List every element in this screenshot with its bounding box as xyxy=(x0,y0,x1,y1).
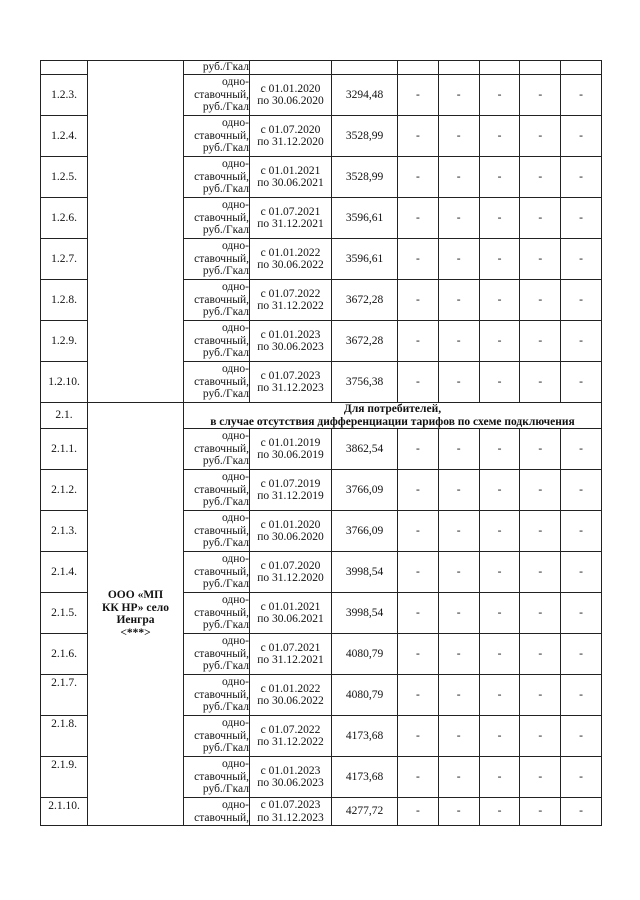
unit-cell: одно- ставочный, руб./Гкал xyxy=(184,470,250,511)
dash-cell: - xyxy=(479,280,520,321)
dash-cell xyxy=(438,61,479,75)
dash-cell: - xyxy=(520,116,561,157)
period-cell: с 01.01.2023 по 30.06.2023 xyxy=(250,321,332,362)
dash-cell: - xyxy=(520,798,561,826)
dash-cell: - xyxy=(398,321,439,362)
dash-cell: - xyxy=(438,757,479,798)
dash-cell: - xyxy=(520,757,561,798)
dash-cell: - xyxy=(520,511,561,552)
group-header xyxy=(184,403,602,429)
dash-cell: - xyxy=(520,429,561,470)
dash-cell: - xyxy=(398,511,439,552)
dash-cell: - xyxy=(520,716,561,757)
dash-cell: - xyxy=(438,157,479,198)
dash-cell: - xyxy=(561,716,602,757)
row-number: 2.1.2. xyxy=(41,470,88,511)
dash-cell: - xyxy=(438,321,479,362)
unit-cell: руб./Гкал xyxy=(184,61,250,75)
unit-cell: одно- ставочный, руб./Гкал xyxy=(184,321,250,362)
dash-cell: - xyxy=(520,675,561,716)
organization-cell-group1 xyxy=(88,61,184,403)
row-number: 2.1.9. xyxy=(41,757,88,798)
row-number: 1.2.5. xyxy=(41,157,88,198)
row-number: 2.1.3. xyxy=(41,511,88,552)
period-cell: с 01.01.2022 по 30.06.2022 xyxy=(250,675,332,716)
dash-cell: - xyxy=(479,675,520,716)
unit-cell: одно- ставочный, руб./Гкал xyxy=(184,429,250,470)
value-cell: 3596,61 xyxy=(332,198,398,239)
value-cell: 3528,99 xyxy=(332,157,398,198)
dash-cell xyxy=(398,61,439,75)
unit-cell: одно- ставочный, xyxy=(184,798,250,826)
unit-cell: одно- ставочный, руб./Гкал xyxy=(184,593,250,634)
dash-cell: - xyxy=(561,470,602,511)
dash-cell: - xyxy=(561,634,602,675)
dash-cell: - xyxy=(479,593,520,634)
unit-cell: одно- ставочный, руб./Гкал xyxy=(184,157,250,198)
period-cell: с 01.01.2021 по 30.06.2021 xyxy=(250,157,332,198)
unit-cell: одно- ставочный, руб./Гкал xyxy=(184,116,250,157)
dash-cell: - xyxy=(479,798,520,826)
period-cell: с 01.07.2019 по 31.12.2019 xyxy=(250,470,332,511)
dash-cell: - xyxy=(438,280,479,321)
row-number: 1.2.6. xyxy=(41,198,88,239)
dash-cell: - xyxy=(438,362,479,403)
period-cell: с 01.01.2020 по 30.06.2020 xyxy=(250,75,332,116)
period-cell: с 01.01.2022 по 30.06.2022 xyxy=(250,239,332,280)
dash-cell: - xyxy=(438,634,479,675)
row-number: 2.1.5. xyxy=(41,593,88,634)
dash-cell: - xyxy=(520,634,561,675)
dash-cell: - xyxy=(479,116,520,157)
group-header-line1: Для потребителей, xyxy=(343,403,442,415)
period-cell: с 01.07.2021 по 31.12.2021 xyxy=(250,634,332,675)
table-row-partial xyxy=(41,61,602,75)
row-number: 2.1.7. xyxy=(41,675,88,716)
dash-cell: - xyxy=(398,429,439,470)
dash-cell: - xyxy=(438,429,479,470)
value-cell: 3596,61 xyxy=(332,239,398,280)
period-cell: с 01.07.2022 по 31.12.2022 xyxy=(250,280,332,321)
organization-cell: ООО «МП КК НР» село Иенгра <***> xyxy=(88,403,184,826)
row-number: 1.2.7. xyxy=(41,239,88,280)
value-cell: 3998,54 xyxy=(332,552,398,593)
dash-cell: - xyxy=(520,75,561,116)
dash-cell: - xyxy=(438,116,479,157)
period-cell: с 01.01.2023 по 30.06.2023 xyxy=(250,757,332,798)
dash-cell: - xyxy=(561,757,602,798)
period-cell: с 01.07.2021 по 31.12.2021 xyxy=(250,198,332,239)
dash-cell: - xyxy=(479,157,520,198)
dash-cell: - xyxy=(479,511,520,552)
dash-cell: - xyxy=(479,757,520,798)
value-cell: 3756,38 xyxy=(332,362,398,403)
tariff-table xyxy=(40,60,602,826)
dash-cell: - xyxy=(479,198,520,239)
row-number: 2.1.6. xyxy=(41,634,88,675)
dash-cell: - xyxy=(398,552,439,593)
period-cell: с 01.01.2019 по 30.06.2019 xyxy=(250,429,332,470)
dash-cell: - xyxy=(561,75,602,116)
value-cell: 4277,72 xyxy=(332,798,398,826)
value-cell: 3528,99 xyxy=(332,116,398,157)
value-cell: 3766,09 xyxy=(332,511,398,552)
dash-cell: - xyxy=(561,321,602,362)
dash-cell xyxy=(520,61,561,75)
unit-cell: одно- ставочный, руб./Гкал xyxy=(184,280,250,321)
unit-cell: одно- ставочный, руб./Гкал xyxy=(184,239,250,280)
dash-cell: - xyxy=(520,593,561,634)
value-cell: 3672,28 xyxy=(332,321,398,362)
dash-cell: - xyxy=(520,362,561,403)
dash-cell: - xyxy=(479,470,520,511)
dash-cell: - xyxy=(398,116,439,157)
value-cell: 4080,79 xyxy=(332,675,398,716)
period-cell: с 01.07.2023 по 31.12.2023 xyxy=(250,362,332,403)
dash-cell: - xyxy=(438,716,479,757)
dash-cell: - xyxy=(438,675,479,716)
row-number: 1.2.8. xyxy=(41,280,88,321)
group-header-row xyxy=(41,403,602,429)
period-cell: с 01.07.2020 по 31.12.2020 xyxy=(250,552,332,593)
dash-cell: - xyxy=(479,716,520,757)
period-cell: с 01.07.2022 по 31.12.2022 xyxy=(250,716,332,757)
dash-cell: - xyxy=(438,75,479,116)
period-cell: с 01.01.2020 по 30.06.2020 xyxy=(250,511,332,552)
value-cell: 4080,79 xyxy=(332,634,398,675)
dash-cell: - xyxy=(479,321,520,362)
dash-cell: - xyxy=(479,552,520,593)
period-cell xyxy=(250,61,332,75)
dash-cell: - xyxy=(398,198,439,239)
dash-cell: - xyxy=(438,511,479,552)
row-number: 2.1.1. xyxy=(41,429,88,470)
dash-cell: - xyxy=(398,757,439,798)
unit-cell: одно- ставочный, руб./Гкал xyxy=(184,511,250,552)
dash-cell xyxy=(479,61,520,75)
unit-cell: одно- ставочный, руб./Гкал xyxy=(184,362,250,403)
dash-cell: - xyxy=(561,552,602,593)
row-number: 2.1. xyxy=(41,403,88,429)
dash-cell: - xyxy=(479,634,520,675)
dash-cell: - xyxy=(398,239,439,280)
dash-cell: - xyxy=(479,429,520,470)
dash-cell: - xyxy=(561,593,602,634)
unit-cell: одно- ставочный, руб./Гкал xyxy=(184,757,250,798)
row-number: 2.1.8. xyxy=(41,716,88,757)
dash-cell: - xyxy=(438,239,479,280)
dash-cell: - xyxy=(398,593,439,634)
row-number: 2.1.10. xyxy=(41,798,88,826)
unit-cell: одно- ставочный, руб./Гкал xyxy=(184,716,250,757)
dash-cell: - xyxy=(438,798,479,826)
dash-cell: - xyxy=(438,593,479,634)
group-header-line2: в случае отсутствия дифференциации тарифов по схеме подключения xyxy=(210,415,575,428)
dash-cell: - xyxy=(438,198,479,239)
dash-cell: - xyxy=(438,552,479,593)
dash-cell: - xyxy=(479,75,520,116)
dash-cell: - xyxy=(520,157,561,198)
dash-cell: - xyxy=(520,321,561,362)
row-number: 2.1.4. xyxy=(41,552,88,593)
dash-cell: - xyxy=(561,511,602,552)
value-cell xyxy=(332,61,398,75)
dash-cell: - xyxy=(520,280,561,321)
dash-cell: - xyxy=(479,239,520,280)
dash-cell: - xyxy=(520,198,561,239)
dash-cell: - xyxy=(398,157,439,198)
value-cell: 4173,68 xyxy=(332,716,398,757)
dash-cell: - xyxy=(561,280,602,321)
unit-cell: одно- ставочный, руб./Гкал xyxy=(184,634,250,675)
dash-cell: - xyxy=(561,798,602,826)
value-cell: 3862,54 xyxy=(332,429,398,470)
dash-cell: - xyxy=(398,716,439,757)
unit-cell: одно- ставочный, руб./Гкал xyxy=(184,675,250,716)
value-cell: 4173,68 xyxy=(332,757,398,798)
row-number xyxy=(41,61,88,75)
dash-cell: - xyxy=(398,280,439,321)
dash-cell: - xyxy=(398,75,439,116)
dash-cell: - xyxy=(398,798,439,826)
tariff-table-body xyxy=(41,61,602,826)
row-number: 1.2.4. xyxy=(41,116,88,157)
value-cell: 3998,54 xyxy=(332,593,398,634)
dash-cell: - xyxy=(398,470,439,511)
dash-cell: - xyxy=(561,429,602,470)
dash-cell: - xyxy=(520,552,561,593)
dash-cell: - xyxy=(398,634,439,675)
period-cell: с 01.07.2023 по 31.12.2023 xyxy=(250,798,332,826)
unit-cell: одно- ставочный, руб./Гкал xyxy=(184,198,250,239)
dash-cell: - xyxy=(561,157,602,198)
dash-cell: - xyxy=(561,116,602,157)
period-cell: с 01.07.2020 по 31.12.2020 xyxy=(250,116,332,157)
dash-cell: - xyxy=(561,675,602,716)
unit-cell: одно- ставочный, руб./Гкал xyxy=(184,552,250,593)
row-number: 1.2.10. xyxy=(41,362,88,403)
dash-cell: - xyxy=(520,239,561,280)
dash-cell: - xyxy=(479,362,520,403)
value-cell: 3294,48 xyxy=(332,75,398,116)
dash-cell xyxy=(561,61,602,75)
dash-cell: - xyxy=(561,362,602,403)
dash-cell: - xyxy=(438,470,479,511)
unit-cell: одно- ставочный, руб./Гкал xyxy=(184,75,250,116)
row-number: 1.2.3. xyxy=(41,75,88,116)
value-cell: 3766,09 xyxy=(332,470,398,511)
row-number: 1.2.9. xyxy=(41,321,88,362)
value-cell: 3672,28 xyxy=(332,280,398,321)
dash-cell: - xyxy=(520,470,561,511)
dash-cell: - xyxy=(561,239,602,280)
dash-cell: - xyxy=(561,198,602,239)
dash-cell: - xyxy=(398,675,439,716)
period-cell: с 01.01.2021 по 30.06.2021 xyxy=(250,593,332,634)
dash-cell: - xyxy=(398,362,439,403)
